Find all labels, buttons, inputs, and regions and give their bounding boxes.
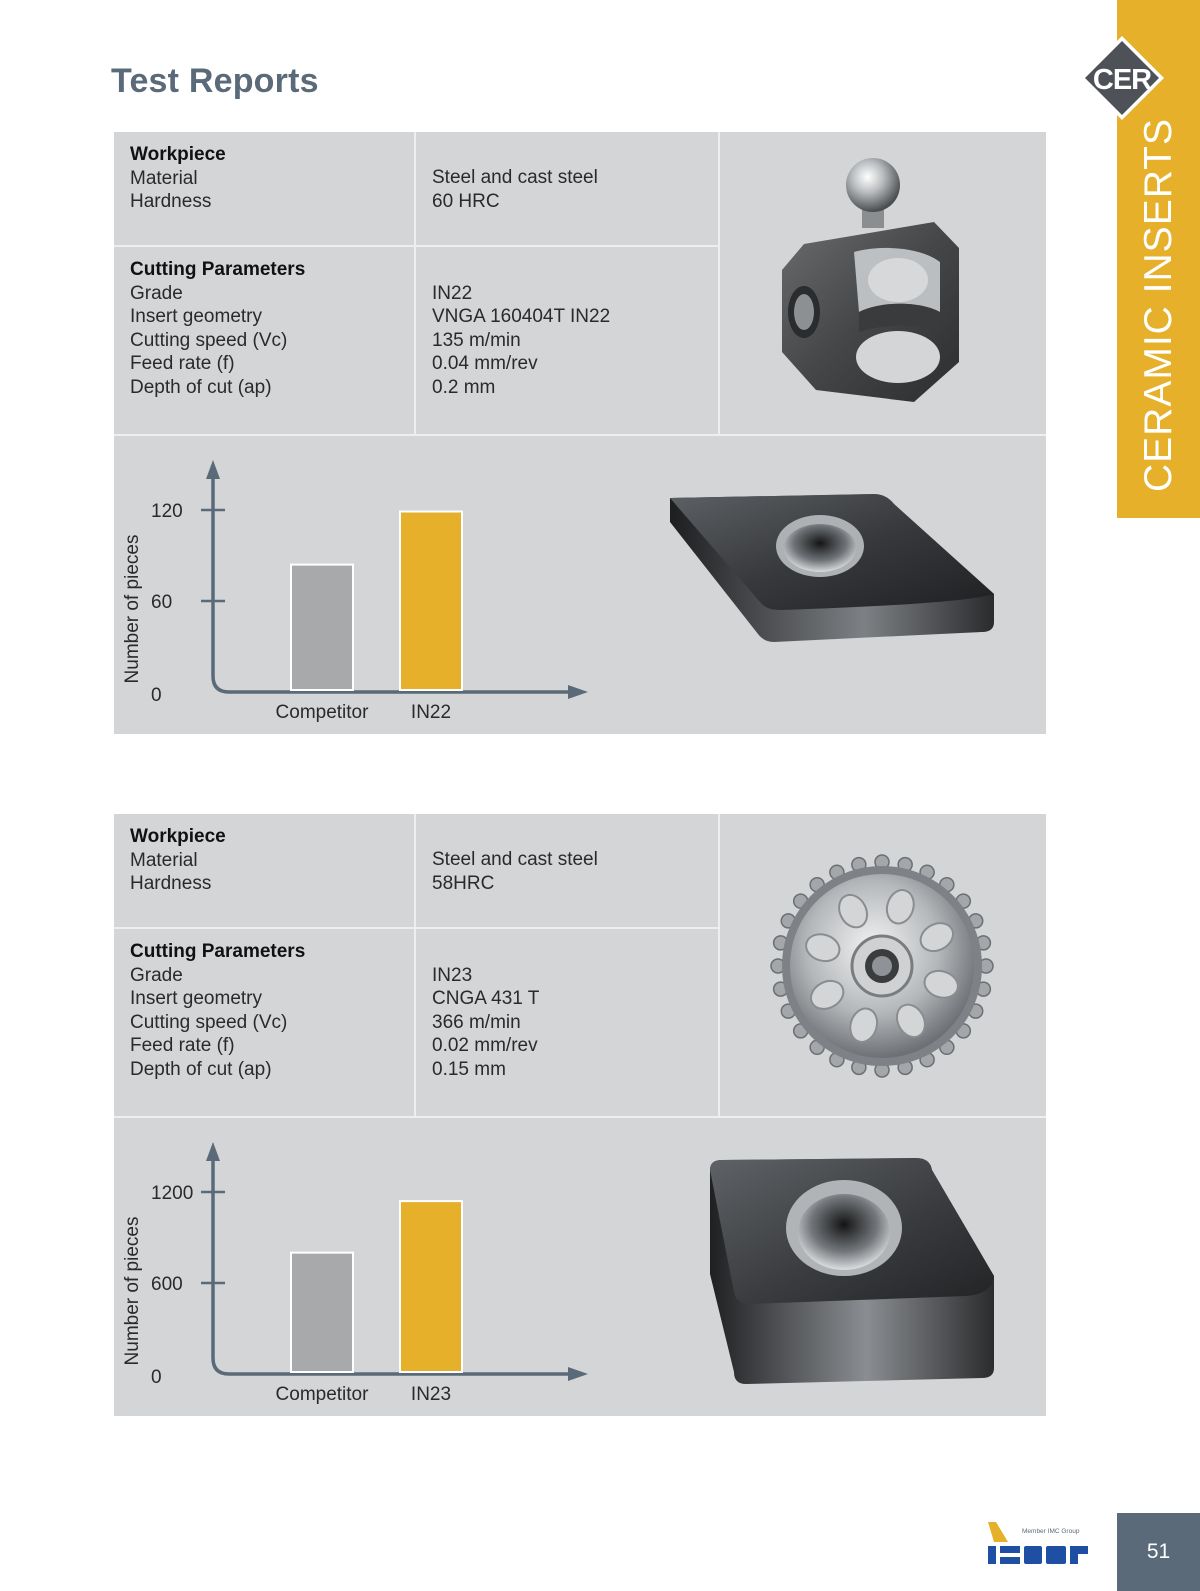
hardness-label: Hardness xyxy=(130,873,212,894)
cer-badge-label: CER xyxy=(1092,64,1152,96)
x-axis xyxy=(213,1148,574,1374)
grade-label: Grade xyxy=(130,964,183,986)
cutting-labels xyxy=(130,940,305,1081)
depth-of-cut-value: 0.15 mm xyxy=(432,1058,506,1080)
logo-tagline: Member IMC Group xyxy=(1022,1528,1080,1535)
workpiece-heading: Workpiece xyxy=(130,826,226,847)
cutting-values xyxy=(432,964,539,1082)
page-title: Test Reports xyxy=(111,62,319,100)
divider xyxy=(718,814,720,1118)
x-axis xyxy=(213,466,574,692)
hardness-value: 58HRC xyxy=(432,872,495,894)
x-category-label: Competitor xyxy=(275,702,369,723)
cutting-speed-value: 366 m/min xyxy=(432,1011,521,1033)
material-value: Steel and cast steel xyxy=(432,849,598,870)
hardness-label: Hardness xyxy=(130,191,212,212)
cutting-heading: Cutting Parameters xyxy=(130,941,306,962)
material-label: Material xyxy=(130,849,198,871)
insert-geometry-label: Insert geometry xyxy=(130,306,262,327)
x-category-label: IN23 xyxy=(410,1384,452,1405)
gooseneck-workpiece-image xyxy=(764,152,984,414)
feed-rate-label: Feed rate (f) xyxy=(130,1035,235,1056)
hardness-value: 60 HRC xyxy=(432,190,500,212)
iscar-logo xyxy=(986,1522,1090,1568)
y-axis-label: Number of pieces xyxy=(122,1216,143,1366)
cutting-speed-label: Cutting speed (Vc) xyxy=(130,329,288,351)
y-tick-label: 1200 xyxy=(151,1183,194,1204)
insert-geometry-label: Insert geometry xyxy=(130,988,262,1009)
square-insert-image xyxy=(704,1154,1014,1390)
depth-of-cut-label: Depth of cut (ap) xyxy=(130,376,272,398)
grade-value: IN23 xyxy=(432,964,473,986)
insert-geometry-value: VNGA 160404T IN22 xyxy=(432,306,611,327)
y-axis-arrow xyxy=(206,460,220,479)
page-number: 51 xyxy=(1117,1513,1200,1591)
cutting-heading: Cutting Parameters xyxy=(130,259,306,280)
test-report-1 xyxy=(114,132,1046,734)
cutting-labels xyxy=(130,258,305,399)
y-tick-label: 0 xyxy=(151,685,162,706)
test-report-2 xyxy=(114,814,1046,1416)
y-axis-label: Number of pieces xyxy=(122,534,143,684)
workpiece-labels xyxy=(130,825,226,896)
depth-of-cut-label: Depth of cut (ap) xyxy=(130,1058,272,1080)
divider xyxy=(414,132,416,436)
workpiece-values xyxy=(432,166,598,213)
y-tick-label: 600 xyxy=(151,1274,183,1295)
y-tick-label: 60 xyxy=(151,592,173,613)
divider xyxy=(114,927,718,929)
bar-in23 xyxy=(400,1201,462,1372)
feed-rate-value: 0.04 mm/rev xyxy=(432,353,538,374)
depth-of-cut-value: 0.2 mm xyxy=(432,376,496,398)
bar-chart xyxy=(114,436,634,734)
bar-chart xyxy=(114,1118,634,1416)
bar-competitor xyxy=(291,1253,353,1372)
cer-badge xyxy=(1078,34,1166,122)
side-tab-label-wrap xyxy=(1117,118,1200,492)
feed-rate-label: Feed rate (f) xyxy=(130,353,235,374)
y-tick-label: 0 xyxy=(151,1367,162,1388)
x-category-label: IN22 xyxy=(410,702,452,723)
divider xyxy=(718,132,720,436)
cutting-speed-label: Cutting speed (Vc) xyxy=(130,1011,288,1033)
material-value: Steel and cast steel xyxy=(432,167,598,188)
cutting-values xyxy=(432,282,610,400)
y-axis-arrow xyxy=(206,1142,220,1161)
grade-label: Grade xyxy=(130,282,183,304)
bar-in22 xyxy=(400,512,462,690)
divider xyxy=(114,245,718,247)
x-axis-arrow xyxy=(568,1367,588,1381)
y-tick-label: 120 xyxy=(151,501,183,522)
bar-competitor xyxy=(291,565,353,690)
material-label: Material xyxy=(130,167,198,189)
insert-geometry-value: CNGA 431 T xyxy=(432,988,540,1009)
divider xyxy=(414,814,416,1118)
workpiece-values xyxy=(432,848,598,895)
x-axis-arrow xyxy=(568,685,588,699)
feed-rate-value: 0.02 mm/rev xyxy=(432,1035,538,1056)
rhombic-insert-image xyxy=(662,482,1002,672)
gear-wheel-workpiece-image xyxy=(770,854,994,1078)
side-tab-label: CERAMIC INSERTS xyxy=(1136,118,1180,492)
workpiece-labels xyxy=(130,143,226,214)
x-category-label: Competitor xyxy=(275,1384,369,1405)
cutting-speed-value: 135 m/min xyxy=(432,329,521,351)
workpiece-heading: Workpiece xyxy=(130,144,226,165)
grade-value: IN22 xyxy=(432,282,473,304)
